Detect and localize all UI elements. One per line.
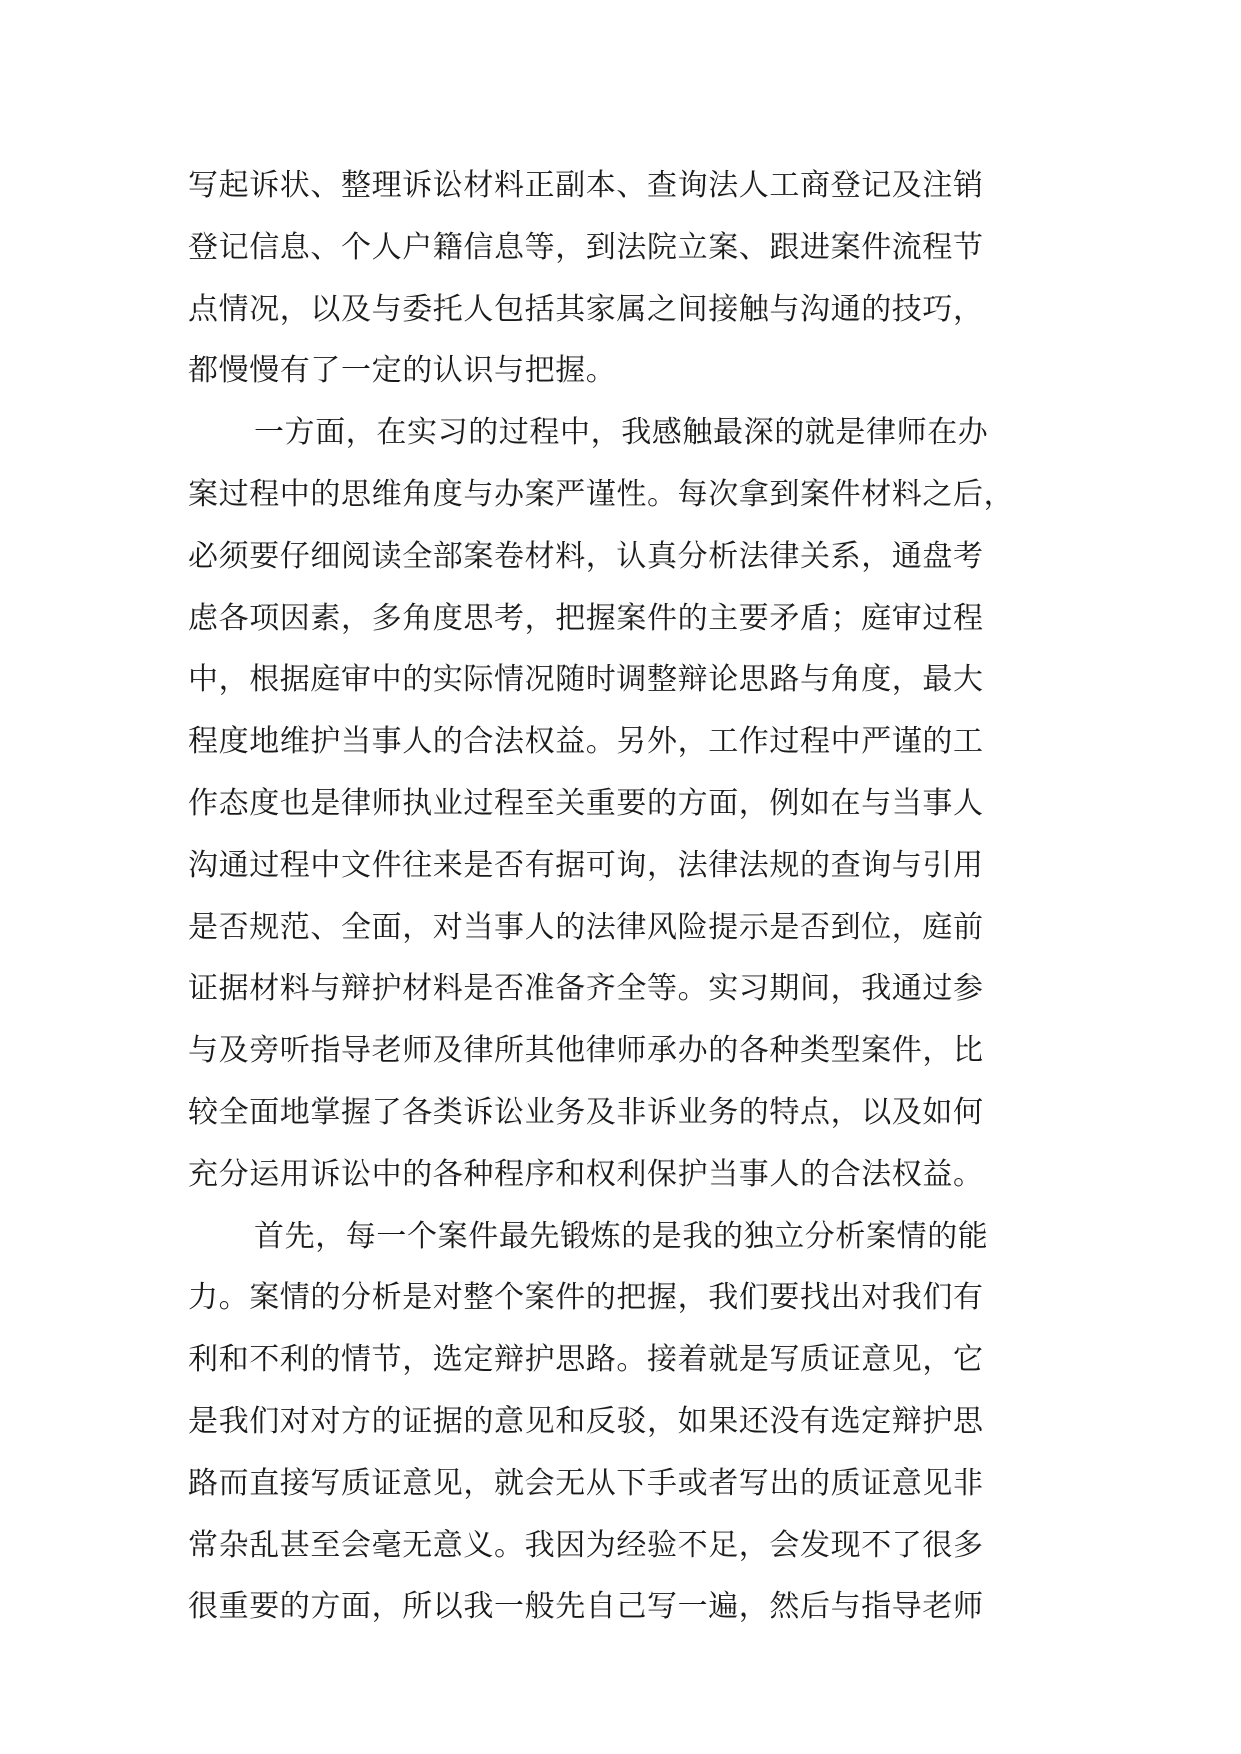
text-line: 沟通过程中文件往来是否有据可询，法律法规的查询与引用 — [188, 847, 984, 883]
text-line: 力。案情的分析是对整个案件的把握，我们要找出对我们有 — [188, 1280, 984, 1316]
text-line: 虑各项因素，多角度思考，把握案件的主要矛盾；庭审过程 — [188, 600, 984, 636]
text-line: 都慢慢有了一定的认识与把握。 — [188, 353, 617, 389]
text-line: 作态度也是律师执业过程至关重要的方面，例如在与当事人 — [188, 785, 984, 821]
text-line: 程度地维护当事人的合法权益。另外，工作过程中严谨的工 — [188, 724, 984, 760]
text-line: 与及旁听指导老师及律所其他律师承办的各种类型案件，比 — [188, 1033, 984, 1069]
text-line: 案过程中的思维角度与办案严谨性。每次拿到案件材料之后， — [188, 476, 1015, 512]
text-line: 中，根据庭审中的实际情况随时调整辩论思路与角度，最大 — [188, 662, 984, 698]
text-line: 登记信息、个人户籍信息等，到法院立案、跟进案件流程节 — [188, 229, 984, 265]
text-line: 较全面地掌握了各类诉讼业务及非诉业务的特点，以及如何 — [188, 1094, 984, 1130]
text-line: 写起诉状、整理诉讼材料正副本、查询法人工商登记及注销 — [188, 168, 984, 203]
text-line: 常杂乱甚至会毫无意义。我因为经验不足，会发现不了很多 — [188, 1527, 984, 1563]
text-line: 路而直接写质证意见，就会无从下手或者写出的质证意见非 — [188, 1465, 984, 1501]
text-line: 首先，每一个案件最先锻炼的是我的独立分析案情的能 — [254, 1218, 989, 1254]
text-line: 很重要的方面，所以我一般先自己写一遍，然后与指导老师 — [188, 1589, 984, 1625]
text-line: 必须要仔细阅读全部案卷材料，认真分析法律关系，通盘考 — [188, 538, 984, 574]
text-line: 一方面，在实习的过程中，我感触最深的就是律师在办 — [254, 415, 989, 451]
text-line: 是否规范、全面，对当事人的法律风险提示是否到位，庭前 — [188, 909, 984, 945]
text-line: 利和不利的情节，选定辩护思路。接着就是写质证意见，它 — [188, 1342, 984, 1378]
text-line: 是我们对对方的证据的意见和反驳，如果还没有选定辩护思 — [188, 1403, 984, 1439]
text-line: 点情况，以及与委托人包括其家属之间接触与沟通的技巧， — [188, 291, 984, 327]
text-line: 证据材料与辩护材料是否准备齐全等。实习期间，我通过参 — [188, 971, 984, 1007]
body-text — [188, 155, 1068, 1638]
text-line: 充分运用诉讼中的各种程序和权利保护当事人的合法权益。 — [188, 1156, 984, 1192]
